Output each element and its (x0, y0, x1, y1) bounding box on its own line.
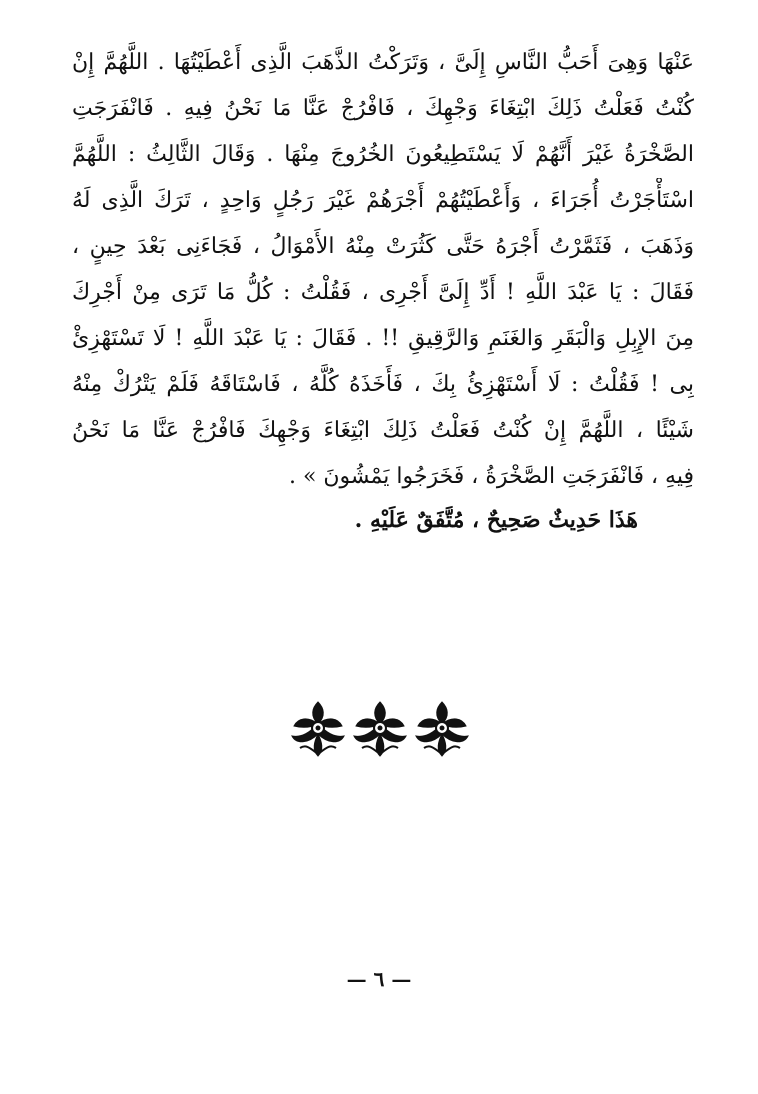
floral-ornament-icon (288, 698, 348, 760)
floral-ornament-icon (412, 698, 472, 760)
text-line: شَيْئًا ، اللَّهُمَّ إِنْ كُنْتُ فَعَلْتُ ذَلِكَ ابْتِغَاءَ وَجْهِكَ فَافْرُجْ عَنَّا مَا نَحْنُ (72, 418, 694, 443)
text-line: مِنَ الإِبِلِ وَالْبَقَرِ وَالغَنَمِ وَالرَّقِيقِ !! . فَقَالَ : يَا عَبْدَ اللَّهِ ! لَا تَسْتَهْزِئْ (72, 326, 694, 351)
hadith-grading: هَذَا حَدِيثٌ صَحِيحٌ ، مُتَّفَقٌ عَلَيْهِ . (354, 507, 638, 533)
text-line: كُنْتُ فَعَلْتُ ذَلِكَ ابْتِغَاءَ وَجْهِكَ ، فَافْرُجْ عَنَّا مَا نَحْنُ فِيهِ . فَانْفَرَجَتِ (72, 96, 694, 121)
text-line: وَذَهَبَ ، فَثَمَّرْتُ أَجْرَهُ حَتَّى كَثُرَتْ مِنْهُ الأَمْوَالُ ، فَجَاءَنِى بَعْدَ حِينٍ ، (72, 234, 694, 259)
text-line: عَنْهَا وَهِىَ أَحَبُّ النَّاسِ إِلَىَّ ، وَتَرَكْتُ الذَّهَبَ الَّذِى أَعْطَيْتُهَا . اللَّهُمَّ إِنْ (72, 50, 694, 75)
hadith-text (72, 40, 694, 500)
text-line: الصَّخْرَةُ غَيْرَ أَنَّهُمْ لَا يَسْتَطِيعُونَ الخُرُوجَ مِنْهَا . وَقَالَ الثَّالِثُ : اللَّهُمَّ (72, 142, 694, 167)
page-number: — ٦ — (346, 967, 412, 991)
text-line: فَقَالَ : يَا عَبْدَ اللَّهِ ! أَدِّ إِلَىَّ أَجْرِى ، فَقُلْتُ : كُلُّ مَا تَرَى مِنْ أَجْرِكَ (72, 280, 694, 305)
floral-ornament (288, 698, 472, 760)
floral-ornament-icon (350, 698, 410, 760)
text-line: فِيهِ ، فَانْفَرَجَتِ الصَّخْرَةُ ، فَخَرَجُوا يَمْشُونَ » . (288, 464, 694, 489)
text-line: اسْتَأْجَرْتُ أُجَرَاءَ ، وَأَعْطَيْتُهُمْ أَجْرَهُمْ غَيْرَ رَجُلٍ وَاحِدٍ ، تَرَكَ الَّذِى لَهُ (72, 188, 694, 213)
text-line: بِى ! فَقُلْتُ : لَا أَسْتَهْزِئُ بِكَ ، فَأَخَذَهُ كُلَّهُ ، فَاسْتَاقَهُ فَلَمْ يَتْرُكْ مِنْهُ (72, 372, 694, 397)
